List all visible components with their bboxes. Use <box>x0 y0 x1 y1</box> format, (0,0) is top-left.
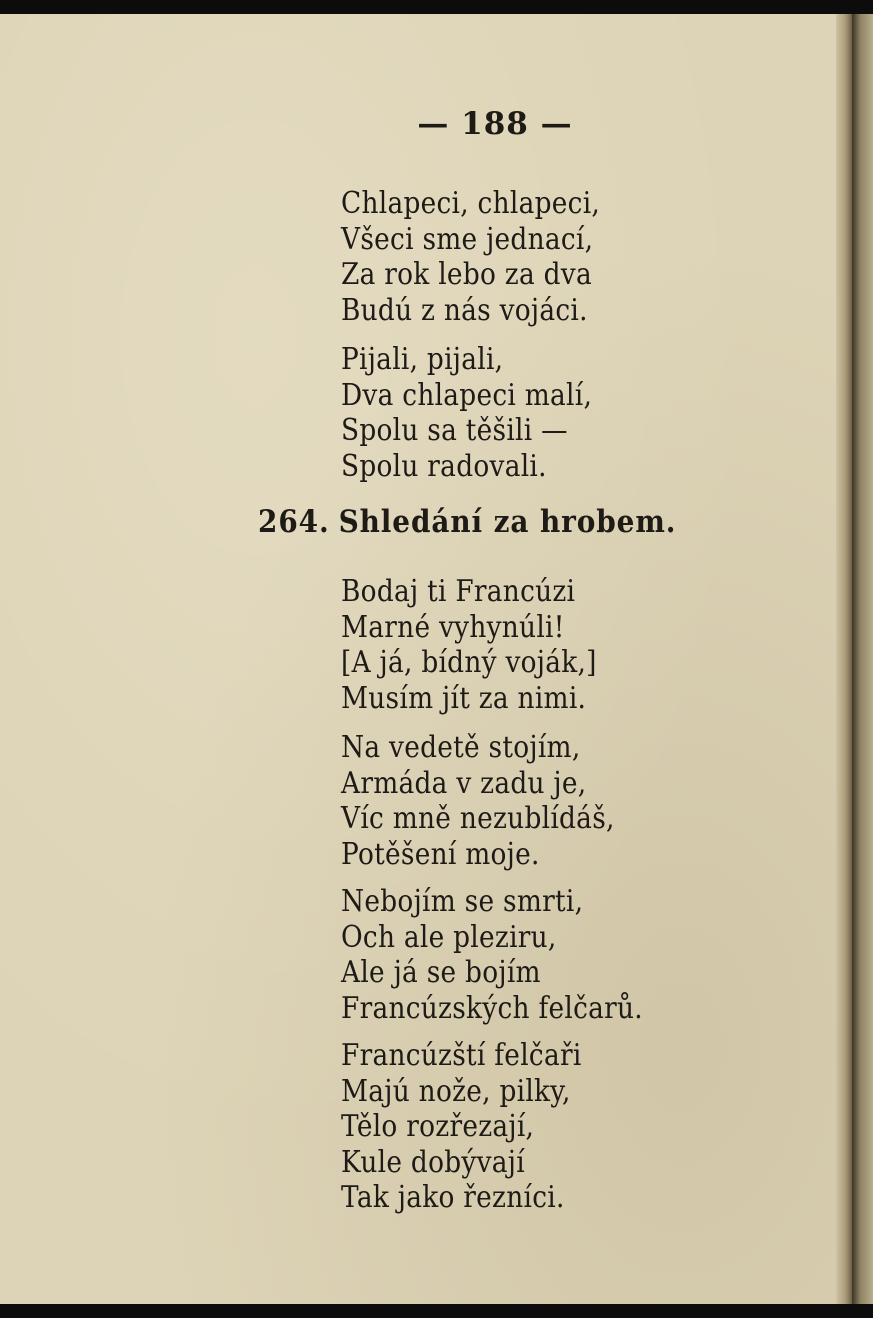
stanza-5 <box>341 884 643 1026</box>
stanza-6 <box>341 1038 582 1216</box>
book-gutter <box>836 14 852 1304</box>
verse-line: Spolu radovali. <box>341 448 547 484</box>
verse-line: Budú z nás vojáci. <box>341 292 588 328</box>
song-heading <box>258 504 676 540</box>
verse-line: Chlapeci, chlapeci, <box>341 186 601 221</box>
verse-line: Ale já se bojím <box>341 955 541 990</box>
verse-line: Francúzští felčaři <box>341 1038 582 1073</box>
verse-line: Za rok lebo za dva <box>341 257 592 292</box>
verse-line: Majú nože, pilky, <box>341 1073 571 1109</box>
verse-line: Víc mně nezublídáš, <box>341 801 615 836</box>
verse-line: Kule dobývají <box>341 1144 525 1180</box>
song-title: Shledání za hrobem. <box>338 504 677 540</box>
verse-line: Pijali, pijali, <box>341 342 504 377</box>
verse-line: Musím jít za nimi. <box>341 680 587 716</box>
verse-line: Francúzských felčarů. <box>341 990 643 1026</box>
stanza-3 <box>341 574 597 716</box>
verse-line: Tak jako řezníci. <box>341 1180 565 1215</box>
page-number: — 188 — <box>417 106 573 142</box>
verse-line: Tělo rozřezají, <box>341 1109 535 1144</box>
stanza-4 <box>341 730 615 872</box>
stanza-2 <box>341 342 592 484</box>
stanza-1 <box>341 186 600 328</box>
adjacent-page-edge <box>852 14 873 1304</box>
book-page <box>0 14 852 1304</box>
verse-line: Marné vyhynúli! <box>341 609 565 645</box>
verse-line: Spolu sa těšili — <box>341 413 568 448</box>
verse-line: Nebojím se smrti, <box>341 884 584 919</box>
verse-line: [A já, bídný voják,] <box>341 645 597 680</box>
verse-line: Na vedetě stojím, <box>341 730 581 765</box>
verse-line: Och ale pleziru, <box>341 919 557 955</box>
page-content <box>0 14 836 1304</box>
verse-line: Potěšení moje. <box>341 836 540 872</box>
verse-line: Bodaj ti Francúzi <box>341 574 576 609</box>
song-number: 264. <box>258 504 330 540</box>
verse-line: Dva chlapeci malí, <box>341 377 593 413</box>
verse-line: Všeci sme jednací, <box>341 221 594 257</box>
verse-line: Armáda v zadu je, <box>341 765 587 801</box>
